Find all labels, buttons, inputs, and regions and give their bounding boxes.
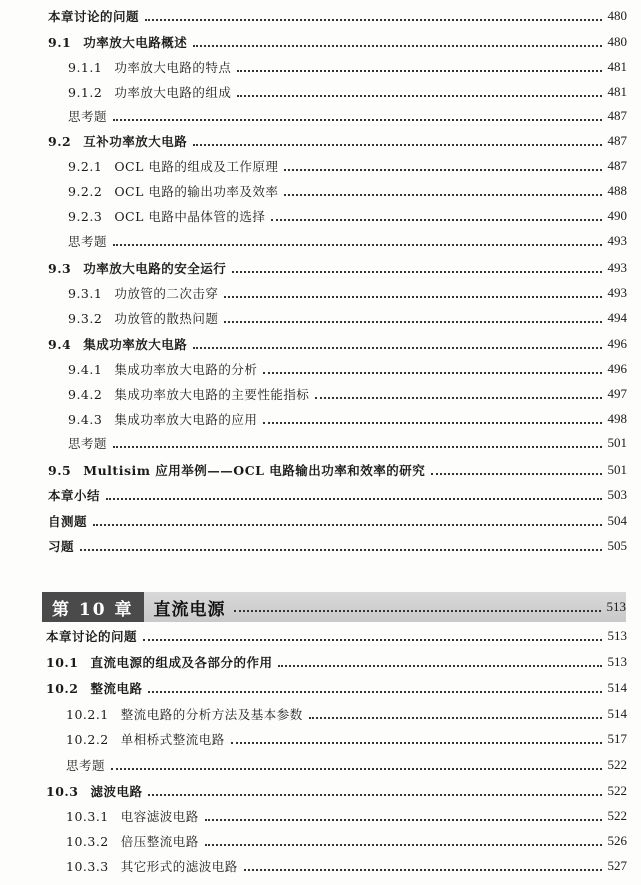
toc-entry-number: 9.4 (48, 337, 72, 352)
toc-entry-number: 10.2.2 (66, 732, 109, 747)
dot-leader (271, 218, 601, 221)
dot-leader (113, 118, 601, 121)
toc-entry-title: 思考题 (68, 109, 108, 124)
toc-entry-title: 功放管的二次击穿 (114, 286, 219, 301)
toc-entry-page: 514 (607, 706, 627, 721)
toc-entry-title: 电容滤波电路 (120, 809, 199, 824)
toc-entry-number: 9.2.1 (68, 159, 103, 174)
toc-entry-number: 10.2.1 (66, 707, 109, 722)
toc-entry[interactable] (0, 855, 627, 877)
dot-leader (309, 716, 602, 719)
dot-leader (148, 793, 601, 796)
toc-entry-page: 496 (607, 361, 627, 376)
toc-entry-number: 9.4.3 (68, 412, 103, 427)
toc-entry-page: 496 (607, 336, 627, 351)
toc-entry-label (48, 537, 74, 555)
dot-leader (80, 548, 601, 551)
chapter-heading-bar (42, 592, 626, 622)
toc-entry-number: 9.3.1 (68, 286, 103, 301)
dot-leader (315, 396, 601, 399)
toc-entry-label (68, 157, 278, 175)
toc-entry-label (66, 807, 199, 825)
toc-entry[interactable] (0, 333, 627, 355)
toc-entry[interactable] (0, 105, 627, 127)
toc-entry-title: 本章讨论的问题 (48, 9, 140, 24)
toc-entry-page: 481 (607, 84, 627, 99)
toc-entry-label (68, 182, 278, 200)
chapter-number: 第 10 章 (42, 592, 144, 622)
toc-entry-label (46, 782, 142, 800)
toc-entry[interactable] (0, 459, 627, 481)
toc-entry-label (68, 385, 309, 403)
toc-entry-page: 513 (607, 654, 627, 669)
toc-entry-page: 493 (607, 233, 627, 248)
toc-entry[interactable] (0, 205, 627, 227)
toc-entry-page: 487 (607, 108, 627, 123)
toc-entry[interactable] (0, 484, 627, 506)
toc-entry-title: 整流电路 (90, 681, 143, 696)
toc-entry-label (68, 410, 257, 428)
toc-entry[interactable] (0, 155, 627, 177)
toc-entry-label (48, 486, 100, 504)
dot-leader (106, 497, 601, 500)
toc-entry-title: 思考题 (68, 436, 108, 451)
toc-entry-title: 集成功率放大电路的分析 (114, 362, 258, 377)
dot-leader (231, 741, 602, 744)
toc-entry-page: 487 (607, 133, 627, 148)
toc-entry-number: 9.4.1 (68, 362, 103, 377)
toc-entry-title: 功率放大电路的安全运行 (83, 261, 227, 276)
toc-entry-number: 9.2.3 (68, 209, 103, 224)
dot-leader (111, 767, 601, 770)
toc-entry-page: 487 (607, 158, 627, 173)
toc-entry-label (68, 360, 257, 378)
toc-entry-title: 滤波电路 (90, 784, 143, 799)
toc-entry-number: 9.5 (48, 463, 72, 478)
dot-leader (193, 143, 601, 146)
toc-entry-page: 514 (607, 680, 627, 695)
toc-entry-page: 494 (607, 310, 627, 325)
toc-entry-label (66, 730, 225, 748)
dot-leader (244, 868, 602, 871)
toc-entry-page: 505 (607, 538, 627, 553)
toc-entry-page: 493 (607, 285, 627, 300)
toc-entry-page: 527 (607, 858, 627, 873)
toc-entry-title: 集成功率放大电路 (83, 337, 188, 352)
toc-entry-label (46, 653, 272, 671)
toc-entry-label (66, 705, 303, 723)
toc-entry-title: 思考题 (66, 758, 106, 773)
toc-entry-number: 10.3.3 (66, 859, 109, 874)
dot-leader (193, 44, 601, 47)
toc-entry-number: 9.1.1 (68, 60, 103, 75)
toc-entry[interactable] (0, 677, 627, 699)
toc-entry-label (68, 309, 218, 327)
toc-entry-title: 集成功率放大电路的主要性能指标 (114, 387, 310, 402)
toc-entry-title: 倍压整流电路 (120, 834, 199, 849)
toc-entry-title: 功率放大电路概述 (83, 35, 188, 50)
toc-entry-page: 488 (607, 183, 627, 198)
toc-entry[interactable] (0, 257, 627, 279)
toc-entry[interactable] (0, 703, 627, 725)
toc-entry-number: 10.3.2 (66, 834, 109, 849)
toc-entry-title: OCL 电路的输出功率及效率 (114, 184, 279, 199)
toc-entry-title: 功率放大电路的特点 (114, 60, 232, 75)
toc-entry[interactable] (0, 5, 627, 27)
toc-entry[interactable] (0, 510, 627, 532)
toc-entry-label (68, 434, 107, 452)
toc-entry[interactable] (0, 830, 627, 852)
toc-entry-label (48, 33, 187, 51)
dot-leader (148, 690, 601, 693)
toc-entry-number: 10.3 (46, 784, 79, 799)
toc-entry-page: 522 (607, 783, 627, 798)
toc-entry-title: 功率放大电路的组成 (114, 85, 232, 100)
toc-entry[interactable] (0, 358, 627, 380)
toc-entry-title: 功放管的散热问题 (114, 311, 219, 326)
toc-entry-number: 9.3.2 (68, 311, 103, 326)
toc-entry-label (68, 207, 265, 225)
dot-leader (284, 168, 601, 171)
toc-entry-title: OCL 电路的组成及工作原理 (114, 159, 279, 174)
toc-entry-number: 10.3.1 (66, 809, 109, 824)
dot-leader (193, 346, 601, 349)
toc-entry-number: 9.1.2 (68, 85, 103, 100)
dot-leader (113, 243, 601, 246)
dot-leader (205, 818, 602, 821)
toc-entry[interactable] (0, 56, 627, 78)
toc-entry-label (48, 132, 187, 150)
dot-leader (263, 421, 601, 424)
toc-entry-page: 490 (607, 208, 627, 223)
toc-entry-page: 526 (607, 833, 627, 848)
dot-leader (234, 609, 601, 612)
toc-entry[interactable] (0, 282, 627, 304)
toc-entry-number: 9.1 (48, 35, 72, 50)
toc-entry-title: 自测题 (48, 514, 88, 529)
toc-entry[interactable] (0, 130, 627, 152)
toc-entry-page: 504 (607, 513, 627, 528)
toc-entry[interactable] (0, 307, 627, 329)
toc-entry[interactable] (0, 780, 627, 802)
toc-entry-label (66, 756, 105, 774)
dot-leader (237, 94, 601, 97)
dot-leader (431, 472, 601, 475)
toc-entry[interactable] (0, 230, 627, 252)
dot-leader (284, 193, 601, 196)
chapter-page: 513 (606, 599, 626, 614)
toc-entry-number: 10.1 (46, 655, 79, 670)
toc-entry[interactable] (0, 408, 627, 430)
toc-entry-title: 互补功率放大电路 (83, 134, 188, 149)
toc-entry-label (68, 107, 107, 125)
toc-entry-page: 497 (607, 386, 627, 401)
toc-entry-title: 直流电源的组成及各部分的作用 (90, 655, 273, 670)
toc-entry[interactable] (0, 31, 627, 53)
toc-entry-title: 集成功率放大电路的应用 (114, 412, 258, 427)
dot-leader (224, 295, 601, 298)
toc-entry-page: 513 (607, 628, 627, 643)
toc-entry-number: 9.2 (48, 134, 72, 149)
toc-entry-label (48, 335, 187, 353)
toc-entry-title: Multisim 应用举例——OCL 电路输出功率和效率的研究 (83, 463, 426, 478)
toc-entry-label (48, 461, 425, 479)
toc-entry-label (68, 284, 218, 302)
toc-entry-label (48, 512, 87, 530)
dot-leader (145, 18, 601, 21)
toc-entry-page: 522 (607, 757, 627, 772)
toc-entry-page: 481 (607, 59, 627, 74)
toc-entry[interactable] (0, 728, 627, 750)
toc-entry-label (48, 259, 226, 277)
toc-entry-page: 493 (607, 260, 627, 275)
toc-entry-label (46, 627, 137, 645)
toc-entry-title: 其它形式的滤波电路 (120, 859, 238, 874)
toc-entry-number: 9.4.2 (68, 387, 103, 402)
toc-entry-title: 本章讨论的问题 (46, 629, 138, 644)
toc-entry-page: 480 (607, 34, 627, 49)
toc-entry-label (66, 832, 199, 850)
dot-leader (237, 69, 601, 72)
toc-entry[interactable] (0, 535, 627, 557)
toc-entry[interactable] (0, 180, 627, 202)
dot-leader (113, 445, 601, 448)
toc-entry[interactable] (0, 805, 627, 827)
toc-entry-title: 习题 (48, 539, 75, 554)
toc-entry-label (68, 83, 231, 101)
dot-leader (224, 320, 601, 323)
toc-entry-number: 9.3 (48, 261, 72, 276)
dot-leader (143, 638, 601, 641)
toc-entry-title: 本章小结 (48, 488, 101, 503)
toc-entry[interactable] (0, 383, 627, 405)
dot-leader (205, 843, 602, 846)
toc-entry[interactable] (0, 81, 627, 103)
toc-entry-page: 517 (607, 731, 627, 746)
toc-entry-page: 501 (607, 462, 627, 477)
toc-entry-page: 501 (607, 435, 627, 450)
toc-entry-title: 单相桥式整流电路 (120, 732, 225, 747)
toc-entry-label (66, 857, 238, 875)
toc-entry-title: 整流电路的分析方法及基本参数 (120, 707, 303, 722)
dot-leader (278, 664, 601, 667)
toc-entry-number: 9.2.2 (68, 184, 103, 199)
dot-leader (93, 523, 601, 526)
chapter-title: 直流电源 (153, 599, 226, 620)
toc-entry[interactable] (0, 432, 627, 454)
toc-entry[interactable] (0, 754, 627, 776)
toc-entry-label (68, 58, 231, 76)
toc-entry[interactable] (0, 651, 627, 673)
toc-entry-label (46, 679, 142, 697)
toc-entry-page: 522 (607, 808, 627, 823)
dot-leader (232, 270, 601, 273)
toc-entry-page: 498 (607, 411, 627, 426)
toc-entry-number: 10.2 (46, 681, 79, 696)
toc-entry[interactable] (0, 625, 627, 647)
toc-entry-title: 思考题 (68, 234, 108, 249)
toc-entry-label (68, 232, 107, 250)
dot-leader (263, 371, 601, 374)
toc-entry-page: 503 (607, 487, 627, 502)
toc-entry-label (48, 7, 139, 25)
toc-entry-page: 480 (607, 8, 627, 23)
toc-entry-title: OCL 电路中晶体管的选择 (114, 209, 266, 224)
